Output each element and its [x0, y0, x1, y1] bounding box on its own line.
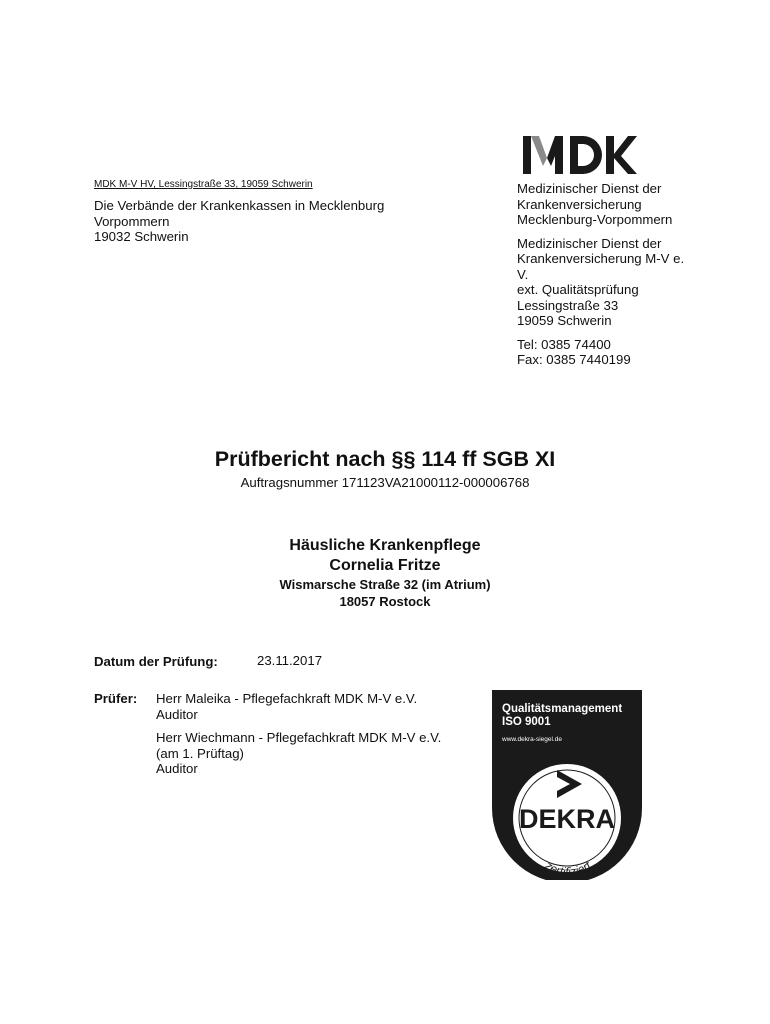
org-line: V. [517, 266, 529, 282]
organization-address [517, 181, 717, 368]
recipient-line-2: Vorpommern [94, 213, 170, 229]
recipient-line-1: Die Verbände der Krankenkassen in Mecklenburg [94, 198, 385, 213]
org-line: ext. Qualitätsprüfung [517, 282, 639, 297]
report-header [0, 445, 770, 491]
examiner-role: Auditor [156, 761, 198, 776]
facility-name-1: Häusliche Krankenpflege [289, 537, 481, 554]
sender-address-line: MDK M-V HV, Lessingstraße 33, 19059 Schwerin [94, 179, 313, 190]
exam-date-value: 23.11.2017 [257, 653, 323, 668]
seal-qm-label: Qualitätsmanagement [502, 703, 623, 715]
dekra-certification-seal [492, 690, 642, 880]
mdk-logo-text: MDK [520, 132, 523, 133]
recipient-address [94, 198, 434, 245]
facility-street: Wismarsche Straße 32 (im Atrium) [279, 577, 491, 592]
examiner-entry [156, 730, 486, 777]
facility-name-2: Cornelia Fritze [329, 557, 441, 574]
order-number: Auftragsnummer 171123VA21000112-000006768 [240, 475, 530, 490]
examiner-list [156, 691, 486, 785]
recipient-line-3: 19032 Schwerin [94, 229, 189, 244]
org-line: Krankenversicherung M-V e. [517, 251, 685, 266]
facility-city: 18057 Rostock [339, 594, 431, 609]
examiner-note: (am 1. Prüftag) [156, 745, 244, 761]
seal-url: www.dekra-siegel.de [502, 736, 562, 743]
examiner-role: Auditor [156, 706, 198, 722]
facility-address [0, 536, 770, 610]
examiner-name: Herr Wiechmann - Pflegefachkraft MDK M-V e.V. [156, 730, 442, 745]
org-line: 19059 Schwerin [517, 313, 612, 328]
seal-iso-label: ISO 9001 [502, 716, 551, 728]
examiner-name: Herr Maleika - Pflegefachkraft MDK M-V e.V. [156, 691, 418, 706]
org-line: Lessingstraße 33 [517, 297, 619, 313]
mdk-logo-k [606, 136, 637, 174]
mdk-logo [520, 132, 640, 178]
org-line: Medizinischer Dienst der [517, 235, 662, 251]
seal-brand: DEKRA [518, 804, 616, 834]
org-fax: Fax: 0385 7440199 [517, 352, 631, 367]
examiner-label: Prüfer: [94, 691, 138, 706]
org-line: Mecklenburg-Vorpommern [517, 212, 673, 227]
exam-date-label: Datum der Prüfung: [94, 654, 218, 669]
mdk-logo-m [523, 136, 563, 174]
org-phone: Tel: 0385 74400 [517, 336, 611, 352]
examiner-entry [156, 691, 486, 722]
org-line: Medizinischer Dienst der [517, 181, 662, 196]
seal-certified-arc: zertifiziert [542, 858, 594, 879]
org-line: Krankenversicherung [517, 196, 642, 212]
mdk-logo-d [570, 136, 602, 174]
report-title: Prüfbericht nach §§ 114 ff SGB XI [214, 447, 556, 471]
